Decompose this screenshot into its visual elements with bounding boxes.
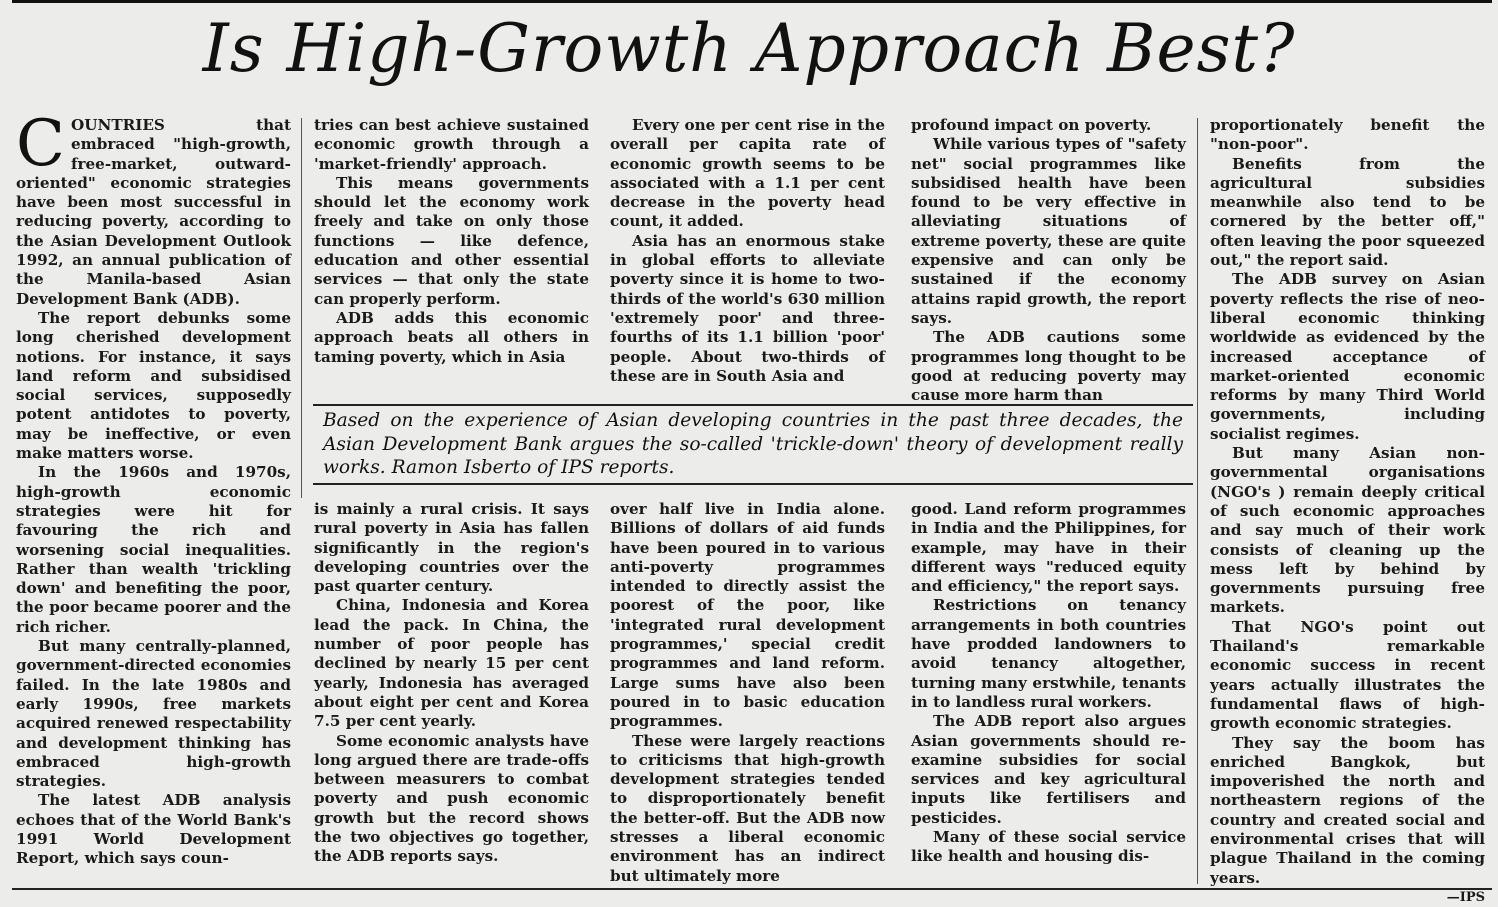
paragraph: The ADB cautions some programmes long thought to be good at reducing poverty may cause more harm than [911,328,1186,405]
pull-quote-text: Based on the experience of Asian developing countries in the past three decades, the Asian Development Bank argues the so-called 'trickle-down' theory of development really works. Ramon Isberto of IPS reports. [323,410,1183,478]
paragraph: Restrictions on tenancy arrangements in both countries have prodded landowners to avoid tenancy altogether, turning many erstwhile, tenants in to landless rural workers. [911,596,1186,711]
paragraph: This means governments should let the economy work freely and take on only those functions — like defence, education and other essential services — that only the state can properly perform. [314,173,589,308]
paragraph: China, Indonesia and Korea lead the pack. In China, the number of poor people has declined by nearly 15 per cent yearly, Indonesia has averaged about eight per cent and Korea 7.5 per cent yearly. [314,596,589,731]
paragraph: That NGO's point out Thailand's remarkable economic success in recent years actually illustrates the fundamental flaws of high-growth economic strategies. [1210,617,1485,733]
paragraph: proportionately benefit the "non-poor". [1210,116,1485,154]
paragraph: These were largely reactions to criticisms that high-growth development strategies tended to disproportionately benefit the better-off. But the ADB now stresses a liberal economic environment has an indirect but ultimately more [610,731,885,885]
column-4-upper [911,116,1186,405]
ips-credit: —IPS [1446,889,1485,905]
paragraph: profound impact on poverty. [911,116,1152,134]
paragraph: is mainly a rural crisis. It says rural poverty in Asia has fallen significantly in the region's developing countries over the past quarter century. [314,500,589,596]
paragraph: The latest ADB analysis echoes that of the World Bank's 1991 World Development Report, which says coun- [16,791,291,868]
bottom-rule [12,888,1492,890]
column-divider [301,118,302,498]
pull-quote-rule [313,483,1193,485]
paragraph: In the 1960s and 1970s, high-growth economic strategies were hit for favouring the rich and worsening social inequalities. Rather than wealth 'trickling down' and benefiting the poor, the poor became poorer and the rich richer. [16,463,291,636]
paragraph: The ADB report also argues Asian governments should re-examine subsidies for social services and key agricultural inputs like fertilisers and pesticides. [911,712,1186,827]
pull-quote-rule [313,404,1193,406]
pull-quote [313,404,1193,486]
paragraph: good. Land reform programmes in India and the Philippines, for example, may have in their different ways "reduced equity and efficiency," the report says. [911,500,1186,596]
paragraph: Some economic analysts have long argued there are trade-offs between measurers to combat poverty and push economic growth but the record shows the two objectives go together, the ADB reports says. [314,731,589,866]
drop-cap: C [16,107,65,181]
paragraph: The report debunks some long cherished development notions. For instance, it says land reform and subsidised social services, supposedly potent antidotes to poverty, may be ineffective, or even make matters worse. [16,308,291,463]
paragraph: Many of these social service like health and housing dis- [911,828,1186,866]
column-3-lower [610,500,885,884]
column-3-upper [610,116,885,392]
paragraph: They say the boom has enriched Bangkok, but impoverished the north and northeastern regions of the country and created social and environmental crises that will plague Thailand in the coming years. [1210,733,1485,887]
paragraph: Every one per cent rise in the overall per capita rate of economic growth seems to be associated with a 1.1 per cent decrease in the poverty head count, it added. [610,116,885,231]
paragraph: But many Asian non-governmental organisations (NGO's ) remain deeply critical of such economic approaches and say much of their work consists of cleaning up the mess left by behind by governments pursuing free markets. [1210,444,1485,617]
paragraph: ADB adds this economic approach beats all others in taming poverty, which in Asia [314,308,589,366]
column-2-lower [314,500,589,884]
column-5 [1210,116,1485,905]
column-4-lower [911,500,1186,884]
paragraph: The ADB survey on Asian poverty reflects the rise of neo-liberal economic thinking worldwide as evidenced by the increased acceptance of market-oriented economic reforms by many Third World governments, including socialist regimes. [1210,270,1485,443]
paragraph: over half live in India alone. Billions of dollars of aid funds have been poured in to various anti-poverty programmes intended to directly assist the poorest of the poor, like 'integrated rural development programmes,' special credit programmes and land reform. Large sums have also been poured in to basic education programmes. [610,500,885,731]
paragraph: Benefits from the agricultural subsidies meanwhile also tend to be cornered by the better off," often leaving the poor squeezed out," the report said. [1210,154,1485,270]
lead-text: OUNTRIES that embraced "high-growth, free-market, outward-oriented" economic strategies have been most successful in reducing poverty, according to the Asian Development Outlook 1992, an annual publication of the Manila-based Asian Development Bank (ADB). [16,116,291,308]
lead-paragraph [16,107,291,309]
paragraph: tries can best achieve sustained economic growth through a 'market-friendly' approach. [314,116,589,173]
top-rule [12,0,1492,3]
column-2-upper [314,116,589,392]
headline: Is High-Growth Approach Best? [202,10,1296,87]
paragraph: While various types of "safety net" social programmes like subsidised health have been found to be very effective in alleviating situations of extreme poverty, these are quite expensive and can only be sustained if the economy attains rapid growth, the report says. [911,135,1186,327]
paragraph: But many centrally-planned, government-directed economies failed. In the late 1980s and early 1990s, free markets acquired renewed respectability and development thinking has embraced high-growth strategies. [16,637,291,791]
column-1 [16,107,291,884]
column-divider [1197,118,1198,884]
paragraph: Asia has an enormous stake in global efforts to alleviate poverty since it is home to two-thirds of the world's 630 million 'extremely poor' and three-fourths of its 1.1 billion 'poor' people. About two-thirds of these are in South Asia and [610,231,885,385]
